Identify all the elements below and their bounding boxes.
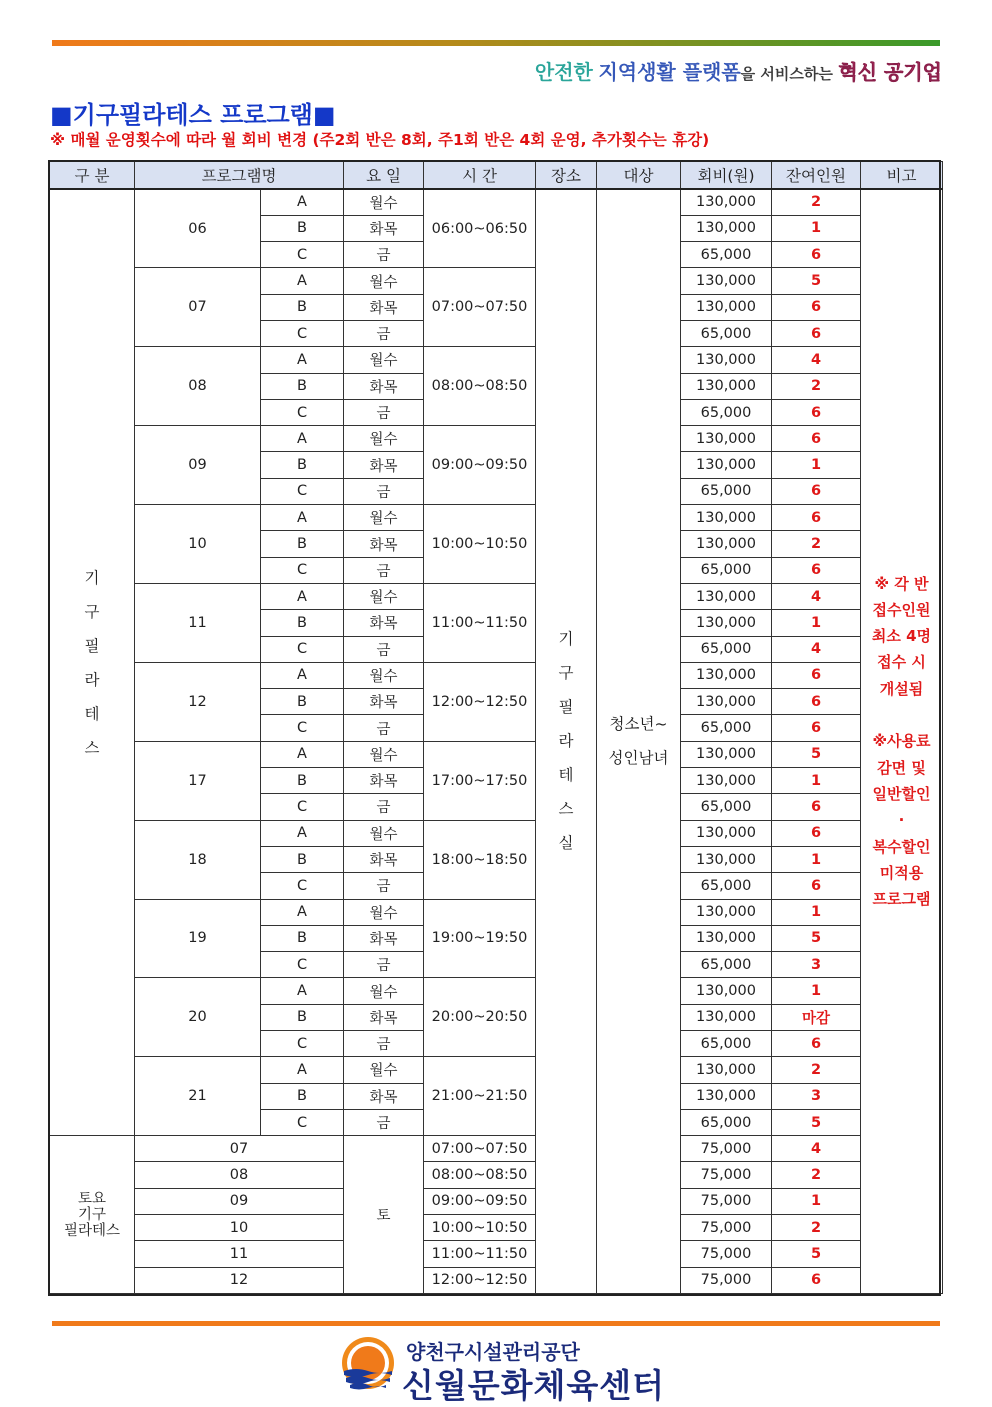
fee-cell: 130,000 xyxy=(681,268,772,294)
program-name-cell: 11 xyxy=(135,1241,344,1267)
class-cell: C xyxy=(261,320,344,346)
table-row xyxy=(50,1215,943,1241)
fee-cell: 75,000 xyxy=(681,1241,772,1267)
class-cell: A xyxy=(261,741,344,767)
remaining-cell: 6 xyxy=(772,820,861,846)
class-cell: A xyxy=(261,505,344,531)
table-row xyxy=(50,820,943,846)
program-name-cell: 17 xyxy=(135,741,261,820)
program-name-cell: 08 xyxy=(135,1162,344,1188)
remaining-cell: 6 xyxy=(772,294,861,320)
class-cell: B xyxy=(261,1083,344,1109)
table-row xyxy=(50,899,943,925)
slogan-part4: 혁신 공기업 xyxy=(838,60,942,84)
time-cell: 20:00~20:50 xyxy=(424,978,536,1057)
class-cell: B xyxy=(261,1004,344,1030)
fee-cell: 65,000 xyxy=(681,1109,772,1135)
class-cell: C xyxy=(261,1031,344,1057)
class-cell: B xyxy=(261,768,344,794)
program-name-cell: 06 xyxy=(135,189,261,268)
remaining-cell: 6 xyxy=(772,242,861,268)
class-cell: A xyxy=(261,189,344,215)
slogan-part3: 을 서비스하는 xyxy=(740,65,833,83)
day-cell: 화목 xyxy=(344,1004,424,1030)
fee-cell: 65,000 xyxy=(681,320,772,346)
slogan xyxy=(535,56,942,85)
remaining-cell: 3 xyxy=(772,952,861,978)
fee-cell: 65,000 xyxy=(681,715,772,741)
program-name-cell: 11 xyxy=(135,583,261,662)
header-note: 비고 xyxy=(861,162,943,190)
saturday-day-cell: 토 xyxy=(344,1136,424,1294)
fee-cell: 65,000 xyxy=(681,873,772,899)
remaining-cell: 2 xyxy=(772,531,861,557)
fee-cell: 65,000 xyxy=(681,557,772,583)
fee-cell: 75,000 xyxy=(681,1188,772,1214)
header-remaining: 잔여인원 xyxy=(772,162,861,190)
fee-cell: 130,000 xyxy=(681,1004,772,1030)
fee-cell: 65,000 xyxy=(681,636,772,662)
day-cell: 월수 xyxy=(344,662,424,688)
class-cell: B xyxy=(261,531,344,557)
table-row xyxy=(50,583,943,609)
remaining-cell: 2 xyxy=(772,1215,861,1241)
header-fee: 회비(원) xyxy=(681,162,772,190)
remaining-cell: 5 xyxy=(772,1109,861,1135)
remaining-cell: 1 xyxy=(772,768,861,794)
time-cell: 06:00~06:50 xyxy=(424,189,536,268)
table-row xyxy=(50,1267,943,1293)
table-row xyxy=(50,1057,943,1083)
fee-cell: 130,000 xyxy=(681,662,772,688)
day-cell: 화목 xyxy=(344,1083,424,1109)
fee-cell: 75,000 xyxy=(681,1162,772,1188)
day-cell: 화목 xyxy=(344,610,424,636)
day-cell: 화목 xyxy=(344,925,424,951)
class-cell: A xyxy=(261,820,344,846)
table-row xyxy=(50,1241,943,1267)
fee-cell: 130,000 xyxy=(681,768,772,794)
category-cell: 기 구 필 라 테 스 xyxy=(50,189,135,1136)
program-name-cell: 20 xyxy=(135,978,261,1057)
fee-cell: 130,000 xyxy=(681,925,772,951)
remaining-cell: 마감 xyxy=(772,1004,861,1030)
fee-cell: 75,000 xyxy=(681,1136,772,1162)
time-cell: 12:00~12:50 xyxy=(424,662,536,741)
remaining-cell: 1 xyxy=(772,610,861,636)
time-cell: 09:00~09:50 xyxy=(424,426,536,505)
program-name-cell: 07 xyxy=(135,268,261,347)
class-cell: C xyxy=(261,557,344,583)
class-cell: B xyxy=(261,925,344,951)
top-accent-bar xyxy=(52,40,940,46)
day-cell: 월수 xyxy=(344,820,424,846)
time-cell: 17:00~17:50 xyxy=(424,741,536,820)
target-cell: 청소년~ 성인남녀 xyxy=(597,189,681,1293)
day-cell: 금 xyxy=(344,715,424,741)
time-cell: 11:00~11:50 xyxy=(424,583,536,662)
day-cell: 월수 xyxy=(344,268,424,294)
class-cell: B xyxy=(261,294,344,320)
remaining-cell: 1 xyxy=(772,846,861,872)
class-cell: C xyxy=(261,478,344,504)
fee-cell: 65,000 xyxy=(681,1031,772,1057)
class-cell: B xyxy=(261,373,344,399)
fee-cell: 130,000 xyxy=(681,373,772,399)
fee-cell: 130,000 xyxy=(681,426,772,452)
remaining-cell: 4 xyxy=(772,636,861,662)
program-name-cell: 08 xyxy=(135,347,261,426)
header-target: 대상 xyxy=(597,162,681,190)
day-cell: 화목 xyxy=(344,294,424,320)
fee-cell: 130,000 xyxy=(681,452,772,478)
remaining-cell: 4 xyxy=(772,347,861,373)
header-place: 장소 xyxy=(536,162,597,190)
program-name-cell: 09 xyxy=(135,426,261,505)
fee-cell: 65,000 xyxy=(681,478,772,504)
day-cell: 월수 xyxy=(344,583,424,609)
time-cell: 10:00~10:50 xyxy=(424,505,536,584)
day-cell: 금 xyxy=(344,1109,424,1135)
fee-cell: 130,000 xyxy=(681,583,772,609)
class-cell: A xyxy=(261,426,344,452)
day-cell: 금 xyxy=(344,636,424,662)
fee-cell: 130,000 xyxy=(681,610,772,636)
time-cell: 19:00~19:50 xyxy=(424,899,536,978)
day-cell: 화목 xyxy=(344,531,424,557)
time-cell: 07:00~07:50 xyxy=(424,1136,536,1162)
remaining-cell: 6 xyxy=(772,689,861,715)
class-cell: B xyxy=(261,846,344,872)
slogan-part1: 안전한 xyxy=(534,60,593,84)
fee-cell: 130,000 xyxy=(681,899,772,925)
remaining-cell: 6 xyxy=(772,1267,861,1293)
class-cell: B xyxy=(261,452,344,478)
program-name-cell: 07 xyxy=(135,1136,344,1162)
remaining-cell: 1 xyxy=(772,452,861,478)
header-day: 요 일 xyxy=(344,162,424,190)
remaining-cell: 6 xyxy=(772,505,861,531)
remaining-cell: 6 xyxy=(772,426,861,452)
org-name-large: 신월문화체육센터 xyxy=(402,1366,666,1405)
day-cell: 화목 xyxy=(344,373,424,399)
remaining-cell: 3 xyxy=(772,1083,861,1109)
remaining-cell: 6 xyxy=(772,662,861,688)
fee-cell: 130,000 xyxy=(681,820,772,846)
remaining-cell: 6 xyxy=(772,399,861,425)
header-category: 구 분 xyxy=(50,162,135,190)
remaining-cell: 5 xyxy=(772,1241,861,1267)
class-cell: C xyxy=(261,952,344,978)
fee-cell: 65,000 xyxy=(681,242,772,268)
class-cell: A xyxy=(261,662,344,688)
remaining-cell: 4 xyxy=(772,1136,861,1162)
fee-cell: 130,000 xyxy=(681,531,772,557)
day-cell: 금 xyxy=(344,873,424,899)
remaining-cell: 5 xyxy=(772,925,861,951)
remaining-cell: 6 xyxy=(772,557,861,583)
day-cell: 월수 xyxy=(344,741,424,767)
remaining-cell: 5 xyxy=(772,741,861,767)
day-cell: 금 xyxy=(344,242,424,268)
remaining-cell: 6 xyxy=(772,873,861,899)
table-row xyxy=(50,1136,943,1162)
class-cell: B xyxy=(261,689,344,715)
table-row xyxy=(50,268,943,294)
fee-cell: 65,000 xyxy=(681,794,772,820)
class-cell: A xyxy=(261,268,344,294)
time-cell: 18:00~18:50 xyxy=(424,820,536,899)
day-cell: 월수 xyxy=(344,347,424,373)
day-cell: 화목 xyxy=(344,689,424,715)
org-name-small: 양천구시설관리공단 xyxy=(406,1340,580,1364)
program-name-cell: 21 xyxy=(135,1057,261,1136)
sun-over-waves-logo-icon xyxy=(338,1335,398,1395)
remaining-cell: 1 xyxy=(772,978,861,1004)
table-row xyxy=(50,741,943,767)
table-row xyxy=(50,1188,943,1214)
place-cell: 기 구 필 라 테 스 실 xyxy=(536,189,597,1293)
class-cell: C xyxy=(261,242,344,268)
class-cell: C xyxy=(261,399,344,425)
day-cell: 화목 xyxy=(344,846,424,872)
program-name-cell: 12 xyxy=(135,662,261,741)
day-cell: 월수 xyxy=(344,426,424,452)
program-name-cell: 10 xyxy=(135,1215,344,1241)
fee-cell: 130,000 xyxy=(681,294,772,320)
header-time: 시 간 xyxy=(424,162,536,190)
page-title: ■기구필라테스 프로그램■ xyxy=(50,101,336,129)
day-cell: 화목 xyxy=(344,452,424,478)
class-cell: A xyxy=(261,347,344,373)
fee-cell: 130,000 xyxy=(681,1083,772,1109)
table-row xyxy=(50,1162,943,1188)
bottom-accent-bar xyxy=(52,1321,940,1326)
remaining-cell: 6 xyxy=(772,478,861,504)
remaining-cell: 6 xyxy=(772,715,861,741)
table-row xyxy=(50,505,943,531)
class-cell: A xyxy=(261,583,344,609)
header-program: 프로그램명 xyxy=(135,162,344,190)
day-cell: 월수 xyxy=(344,978,424,1004)
day-cell: 금 xyxy=(344,320,424,346)
fee-cell: 75,000 xyxy=(681,1215,772,1241)
time-cell: 11:00~11:50 xyxy=(424,1241,536,1267)
fee-cell: 130,000 xyxy=(681,189,772,215)
time-cell: 21:00~21:50 xyxy=(424,1057,536,1136)
time-cell: 12:00~12:50 xyxy=(424,1267,536,1293)
remaining-cell: 1 xyxy=(772,899,861,925)
table-row xyxy=(50,189,943,215)
day-cell: 월수 xyxy=(344,899,424,925)
remaining-cell: 2 xyxy=(772,189,861,215)
schedule-table xyxy=(49,161,943,1294)
program-name-cell: 09 xyxy=(135,1188,344,1214)
class-cell: B xyxy=(261,610,344,636)
fee-cell: 130,000 xyxy=(681,689,772,715)
fee-cell: 130,000 xyxy=(681,741,772,767)
table-row xyxy=(50,347,943,373)
class-cell: B xyxy=(261,215,344,241)
class-cell: C xyxy=(261,794,344,820)
class-cell: C xyxy=(261,1109,344,1135)
day-cell: 화목 xyxy=(344,768,424,794)
program-name-cell: 18 xyxy=(135,820,261,899)
remaining-cell: 2 xyxy=(772,1057,861,1083)
fee-cell: 130,000 xyxy=(681,978,772,1004)
table-row xyxy=(50,662,943,688)
time-cell: 08:00~08:50 xyxy=(424,347,536,426)
program-name-cell: 19 xyxy=(135,899,261,978)
fee-cell: 130,000 xyxy=(681,505,772,531)
remaining-cell: 6 xyxy=(772,1031,861,1057)
program-name-cell: 12 xyxy=(135,1267,344,1293)
program-name-cell: 10 xyxy=(135,505,261,584)
table-row xyxy=(50,978,943,1004)
class-cell: A xyxy=(261,899,344,925)
class-cell: C xyxy=(261,873,344,899)
day-cell: 금 xyxy=(344,1031,424,1057)
day-cell: 금 xyxy=(344,478,424,504)
remaining-cell: 1 xyxy=(772,215,861,241)
day-cell: 화목 xyxy=(344,215,424,241)
remaining-cell: 5 xyxy=(772,268,861,294)
day-cell: 금 xyxy=(344,952,424,978)
remaining-cell: 6 xyxy=(772,794,861,820)
remaining-cell: 4 xyxy=(772,583,861,609)
day-cell: 월수 xyxy=(344,1057,424,1083)
day-cell: 월수 xyxy=(344,189,424,215)
fee-notice: ※ 매월 운영횟수에 따라 월 회비 변경 (주2회 반은 8회, 주1회 반은 4회 운영, 추가횟수는 휴강) xyxy=(50,131,710,149)
remaining-cell: 1 xyxy=(772,1188,861,1214)
remaining-cell: 2 xyxy=(772,1162,861,1188)
time-cell: 07:00~07:50 xyxy=(424,268,536,347)
time-cell: 09:00~09:50 xyxy=(424,1188,536,1214)
day-cell: 금 xyxy=(344,557,424,583)
day-cell: 금 xyxy=(344,399,424,425)
slogan-part2: 지역생활 플랫폼 xyxy=(598,60,741,84)
fee-cell: 65,000 xyxy=(681,399,772,425)
time-cell: 08:00~08:50 xyxy=(424,1162,536,1188)
class-cell: C xyxy=(261,715,344,741)
day-cell: 월수 xyxy=(344,505,424,531)
class-cell: A xyxy=(261,978,344,1004)
fee-cell: 75,000 xyxy=(681,1267,772,1293)
remaining-cell: 2 xyxy=(772,373,861,399)
saturday-category-cell: 토요 기구 필라테스 xyxy=(50,1136,135,1294)
class-cell: A xyxy=(261,1057,344,1083)
fee-cell: 65,000 xyxy=(681,952,772,978)
fee-cell: 130,000 xyxy=(681,846,772,872)
remaining-cell: 6 xyxy=(772,320,861,346)
time-cell: 10:00~10:50 xyxy=(424,1215,536,1241)
table-row xyxy=(50,426,943,452)
class-cell: C xyxy=(261,636,344,662)
fee-cell: 130,000 xyxy=(681,215,772,241)
day-cell: 금 xyxy=(344,794,424,820)
table-header-row xyxy=(50,162,943,190)
fee-cell: 130,000 xyxy=(681,1057,772,1083)
fee-cell: 130,000 xyxy=(681,347,772,373)
note-cell: ※ 각 반 접수인원 최소 4명 접수 시 개설됨 ※사용료 감면 및 일반할인 · 복수할인 미적용 프로그램 xyxy=(861,189,943,1293)
